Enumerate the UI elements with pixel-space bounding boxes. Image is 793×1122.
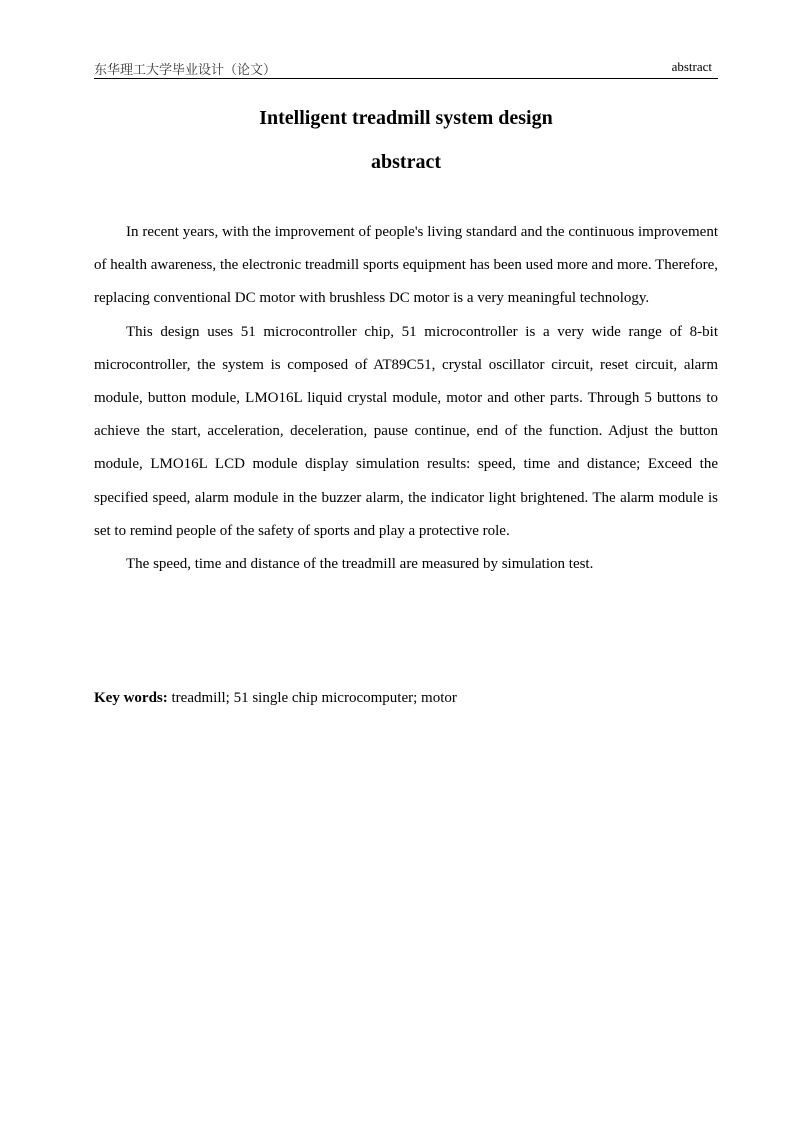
abstract-paragraph-1: In recent years, with the improvement of people's living standard and the continuous improvement of health awareness, the electronic treadmill sports equipment has been used more and more. Therefore, replacing conventional DC motor with brushless DC motor is a very meaningful technology. — [94, 224, 718, 307]
header-section-name: abstract — [671, 59, 712, 74]
abstract-body — [94, 216, 718, 581]
abstract-paragraph-3: The speed, time and distance of the treadmill are measured by simulation test. — [126, 556, 594, 573]
running-header — [94, 58, 718, 79]
header-university-title: 东华理工大学毕业设计（论文） — [94, 63, 277, 78]
keywords-label: Key words: — [94, 690, 168, 706]
keywords-text: treadmill; 51 single chip microcomputer; motor — [167, 690, 457, 706]
thesis-title: Intelligent treadmill system design — [259, 107, 553, 129]
keywords-line — [94, 682, 718, 715]
section-heading: abstract — [371, 151, 441, 173]
abstract-paragraph-2: This design uses 51 microcontroller chip, 51 microcontroller is a very wide range of 8-bit microcontroller, the system is composed of AT89C51, crystal oscillator circuit, reset circuit, alarm module, button module, LMO16L liquid crystal module, motor and other parts. Through 5 buttons to achieve the start, acceleration, deceleration, pause continue, end of the function. Adjust the button module, LMO16L LCD module display simulation results: speed, time and distance; Exceed the specified speed, alarm module in the buzzer alarm, the indicator light brightened. The alarm module is set to remind people of the safety of sports and play a protective role. — [94, 323, 718, 539]
